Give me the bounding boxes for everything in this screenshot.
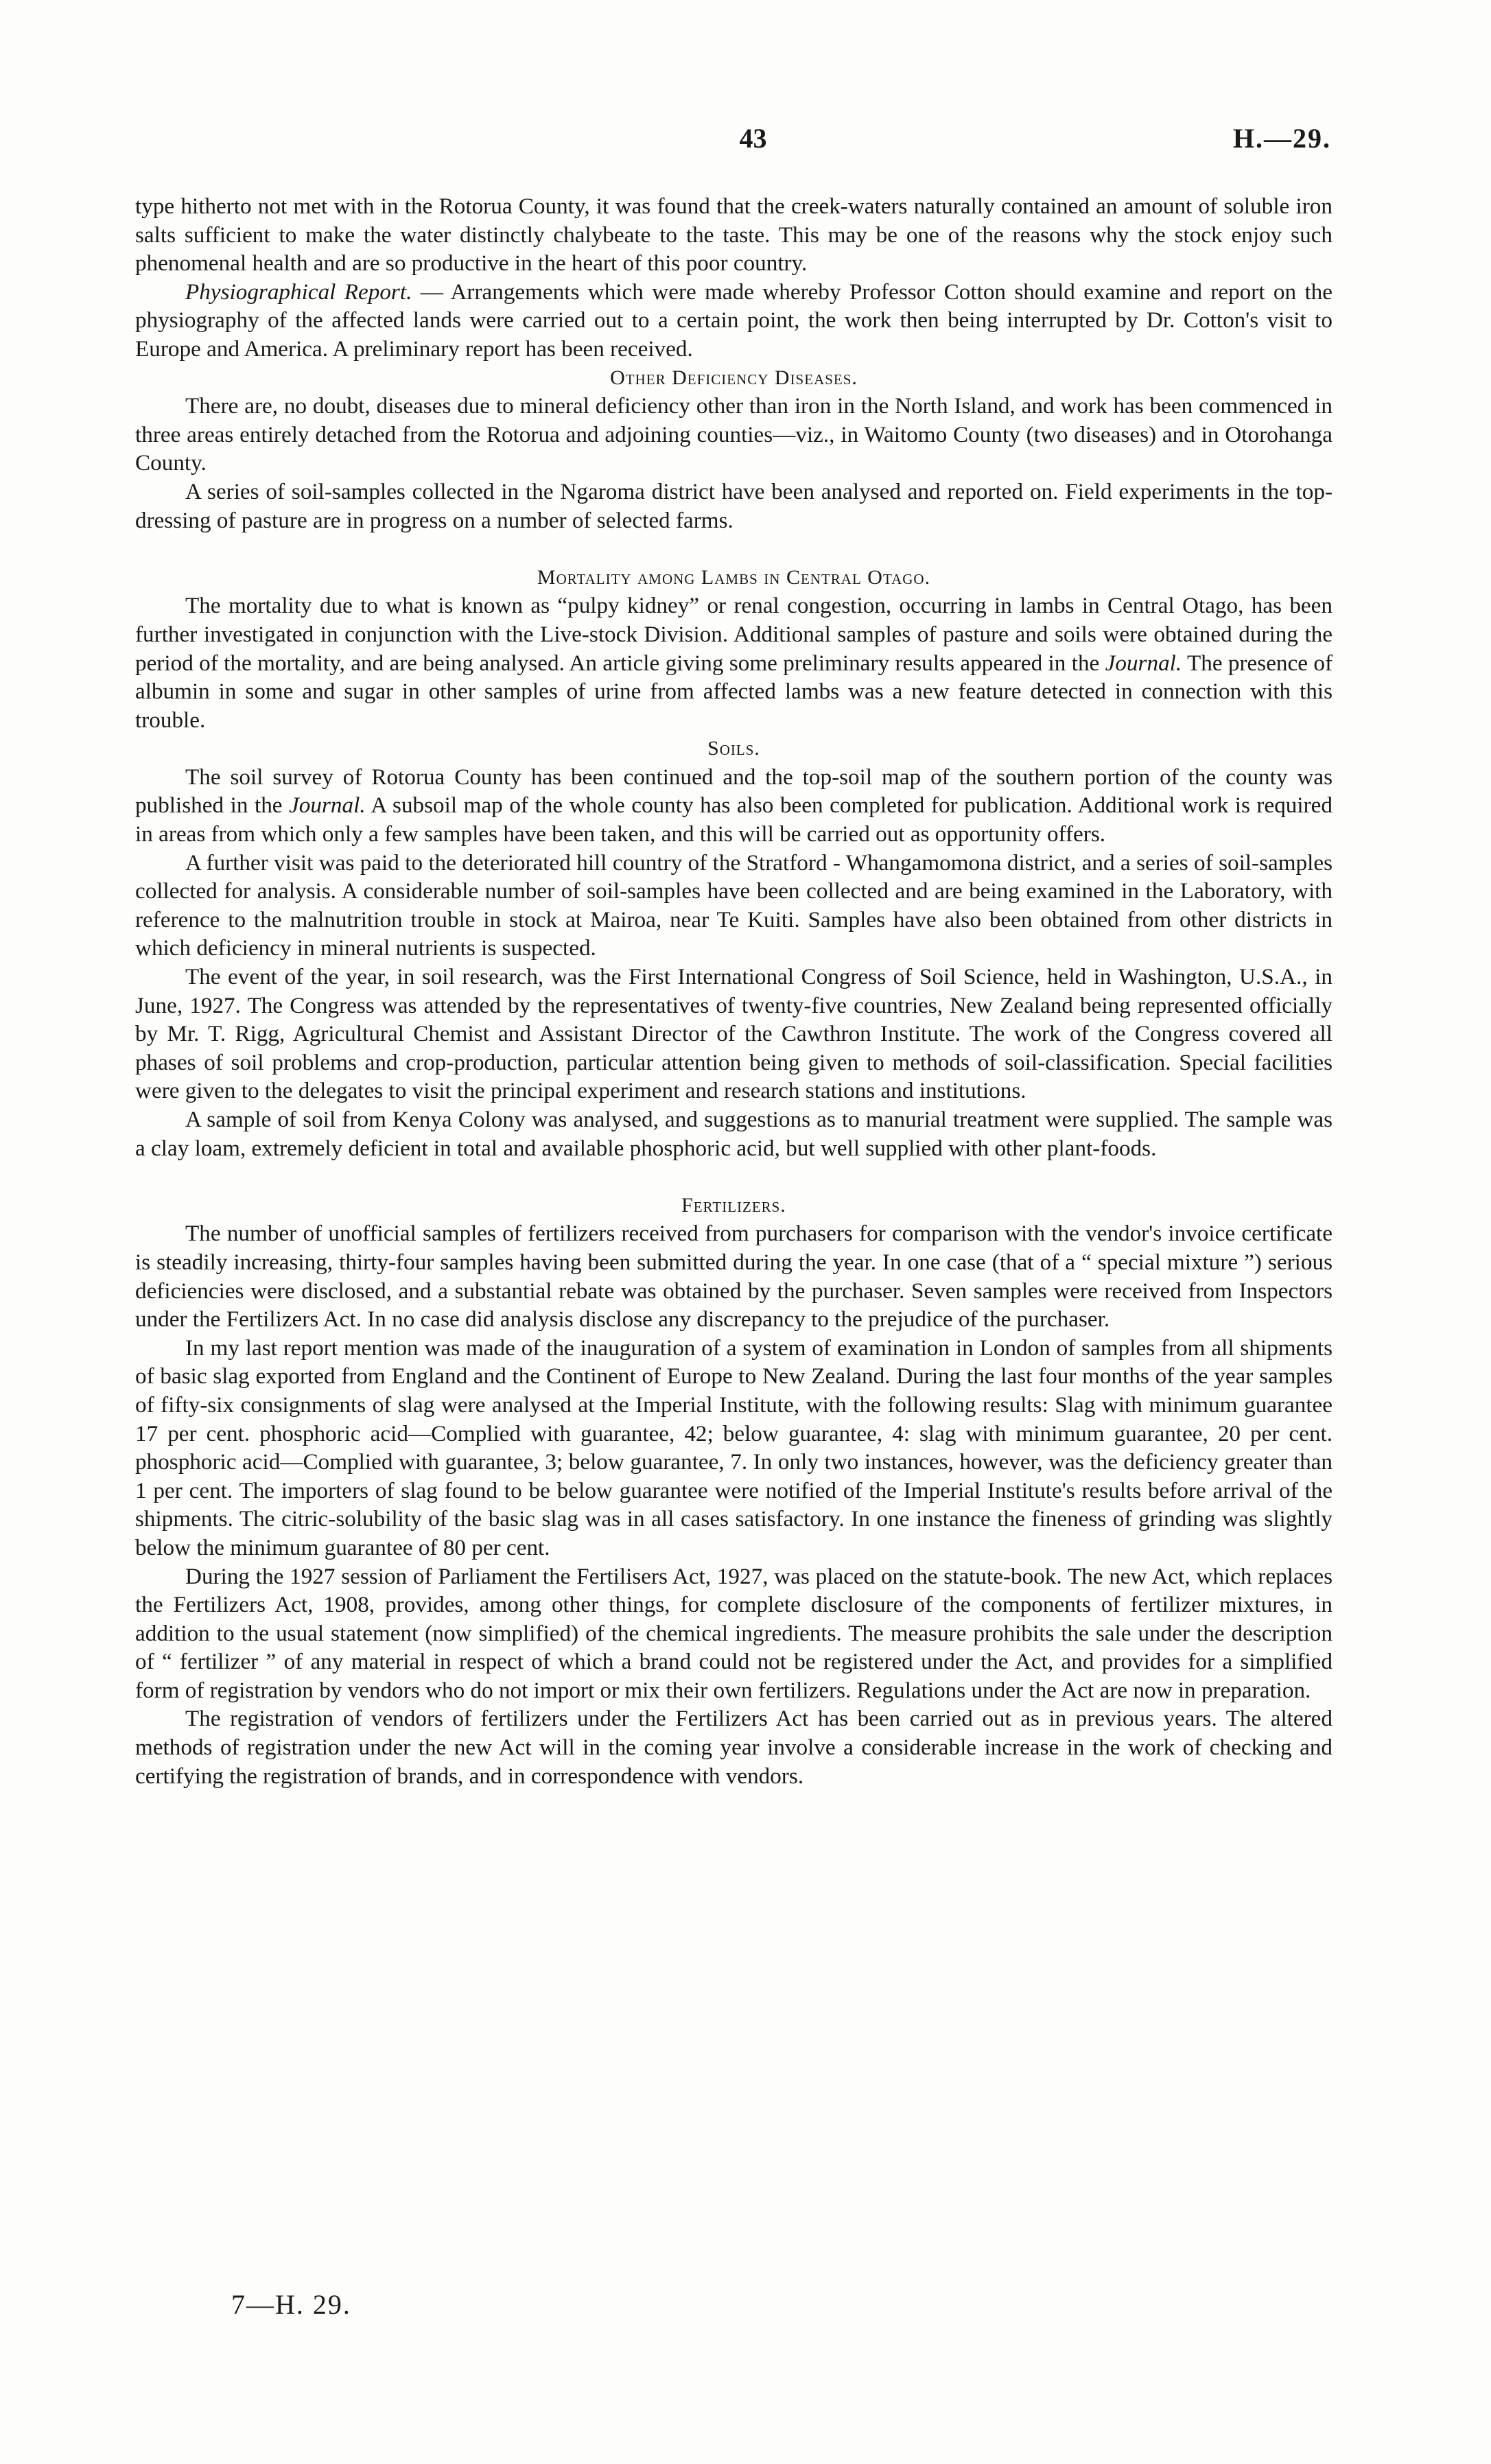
journal-reference: Journal. (1105, 650, 1182, 676)
page-header (175, 122, 1331, 163)
paragraph: A sample of soil from Kenya Colony was analysed, and suggestions as to manurial treatment were supplied. The sample was a clay loam, extremely deficient in total and available phosphoric acid, but well supplied with other plant-foods. (135, 1107, 1332, 1161)
paragraph: During the 1927 session of Parliament the Fertilisers Act, 1927, was placed on the statute-book. The new Act, which replaces the Fertilizers Act, 1908, provides, among other things, for complete disclosure of the components of fertilizer mixtures, in addition to the usual statement (now simplified) of the chemical ingredients. The measure prohibits the sale under the description of “ fertilizer ” of any material in respect of which a brand could not be registered under the Act, and provides for a simplified form of registration by vendors who do not import or mix their own fertilizers. Regulations under the Act are now in preparation. (135, 1563, 1332, 1703)
paragraph-text: The mortality due to what is known as “pulpy kidney” or renal congestion, occurring in lambs in Central Otago, has been further investigated in conjunction with the Live-stock Division. Additional samples of pasture and soils were obtained during the period of the mortality, and are being analysed. An article giving some preliminary results appeared in the (135, 593, 1332, 676)
paragraph: The number of unofficial samples of fertilizers received from purchasers for comparison with the vendor's invoice certificate is steadily increasing, thirty-four samples having been submitted during the year. In one case (that of a “ special mixture ”) serious deficiencies were disclosed, and a substantial rebate was obtained by the purchaser. Seven samples were received from Inspectors under the Fertilizers Act. In no case did analysis disclose any discrepancy to the prejudice of the purchaser. (135, 1221, 1332, 1333)
paragraph-continued: type hitherto not met with in the Rotorua County, it was found that the creek-waters naturally contained an amount of soluble iron salts sufficient to make the water distinctly chalybeate to the taste. This may be one of the reasons why the stock enjoy such phenomenal health and are so productive in the heart of this poor country. (135, 193, 1332, 277)
paragraph: There are, no doubt, diseases due to mineral deficiency other than iron in the North Island, and work has been commenced in three areas entirely detached from the Rotorua and adjoining counties—viz., in Waitomo County (two diseases) and in Otorohanga County. (135, 393, 1332, 476)
signature-mark: 7—H. 29. (231, 2289, 351, 2320)
paragraph: A series of soil-samples collected in the Ngaroma district have been analysed and reported on. Field experiments in the top-dressing of pasture are in progress on a number of selected farms. (135, 478, 1332, 533)
paragraph-text: The presence of albumin in some and sugar in other samples of urine from affected lambs was a new feature detected in connection with this trouble. (135, 650, 1332, 733)
paragraph-text: A subsoil map of the whole county has also been completed for publication. Additional work is required in areas from which only a few samples have been taken, and this will be carried out as opportunity offers. (135, 793, 1332, 847)
document-reference: H.—29. (1232, 123, 1331, 154)
paragraph: A further visit was paid to the deteriorated hill country of the Stratford - Whangamomona district, and a series of soil-samples collected for analysis. A considerable number of soil-samples have been collected and are being examined in the Laboratory, with reference to the malnutrition trouble in stock at Mairoa, near Te Kuiti. Samples have also been obtained from other districts in which deficiency in mineral nutrients is suspected. (135, 849, 1332, 961)
page-number: 43 (739, 123, 767, 154)
paragraph-physiographical-report (135, 278, 1332, 364)
paragraph: In my last report mention was made of the inauguration of a system of examination in London of samples from all shipments of basic slag exported from England and the Continent of Europe to New Zealand. During the last four months of the year samples of fifty-six consignments of slag were analysed at the Imperial Institute, with the following results: Slag with minimum guarantee 17 per cent. phosphoric acid—Complied with guarantee, 42; below guarantee, 4: slag with minimum guarantee, 20 per cent. phosphoric acid—Complied with guarantee, 3; below guarantee, 7. In only two instances, however, was the deficiency greater than 1 per cent. The importers of slag found to be below guarantee were notified of the Imperial Institute's results before arrival of the shipments. The citric-solubility of the basic slag was in all cases satisfactory. In one instance the fineness of grinding was slightly below the minimum guarantee of 80 per cent. (135, 1335, 1332, 1560)
section-heading-mortality-among-lambs: Mortality among Lambs in Central Otago. (537, 565, 931, 589)
paragraph: The event of the year, in soil research, was the First International Congress of Soil Science, held in Washington, U.S.A., in June, 1927. The Congress was attended by the representatives of twenty-five countries, New Zealand being represented officially by Mr. T. Rigg, Agricultural Chemist and Assistant Director of the Cawthron Institute. The work of the Congress covered all phases of soil problems and crop-production, particular attention being given to methods of soil-classification. Special facilities were given to the delegates to visit the principal experiment and research stations and institutions. (135, 964, 1332, 1104)
journal-reference: Journal. (289, 793, 366, 819)
section-heading-other-deficiency-diseases: Other Deficiency Diseases. (610, 366, 858, 389)
paragraph-text: The soil survey of Rotorua County has been continued and the top-soil map of the southern portion of the county was published in the (135, 764, 1332, 819)
section-heading-soils: Soils. (707, 737, 760, 760)
paragraph: The registration of vendors of fertilizers under the Fertilizers Act has been carried out as in previous years. The altered methods of registration under the new Act will in the coming year involve a considerable increase in the work of checking and certifying the registration of brands, and in correspondence with vendors. (135, 1706, 1332, 1789)
body-text (135, 192, 1332, 1790)
paragraph-soil-survey (135, 763, 1332, 849)
paragraph-mortality (135, 591, 1332, 734)
paragraph-text: — Arrangements which were made whereby Professor Cotton should examine and report on the physiography of the affected lands were carried out to a certain point, the work then being interrupted by Dr. Cotton's visit to Europe and America. A preliminary report has been received. (135, 279, 1332, 362)
section-heading-fertilizers: Fertilizers. (681, 1193, 786, 1217)
paragraph-run-in-title: Physiographical Report. (185, 279, 412, 305)
